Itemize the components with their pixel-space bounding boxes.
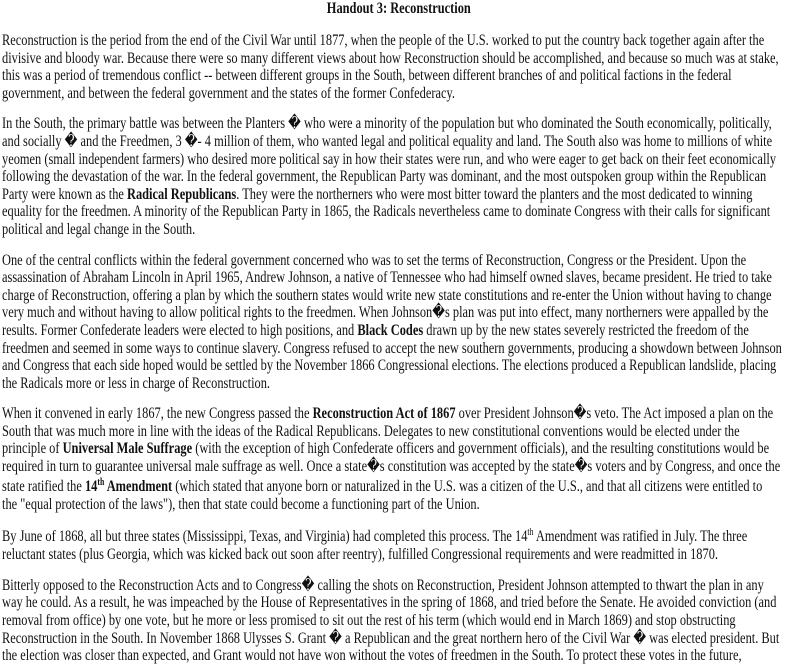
bold-term-text: Amendment [104,477,173,495]
text-line [2,287,793,305]
text-line [2,32,793,50]
text-segment: the "equal protection of the laws"), then that state could become a functioning part of the Union. [2,495,480,513]
text-line [2,375,793,393]
bold-term-text: Black Codes [357,321,424,339]
paragraph [2,252,793,393]
paragraph [2,405,793,513]
text-line [2,357,793,375]
text-line [2,269,793,287]
text-line [2,546,793,564]
text-segment: government, and between the federal government and the states of the former Confederacy. [2,84,455,102]
document-page [2,0,793,665]
text-segment: Reconstruction is the period from the end of the Civil War until 1877, when the people of the U.S. worked to put the country back together again after the [2,32,765,49]
text-line [2,526,793,546]
text-line [2,577,793,595]
bold-term-text: Radical Republicans [127,185,237,203]
text-line [2,85,793,103]
text-line [2,186,793,204]
text-segment: South that was much more in line with the ideas of the Radical Republicans. Delegates to new constitutional conventions would be elected under the [2,422,740,440]
text-segment: . They were the northerners who were most bitter toward the planters and the most dedicated to winning [236,185,753,203]
text-segment: (with the exception of high Confederate officers and government officials), and the resulting constitutions would be [192,440,770,458]
text-line [2,476,793,496]
text-line [2,647,793,665]
text-line [2,304,793,322]
bold-term [85,478,104,495]
text-line [2,67,793,85]
text-segment: removal from office) by one vote, but he more or less promised to sit out the rest of his term (which would end in March 1869) and stop obstructing [2,612,736,630]
text-line [2,203,793,221]
text-line [2,496,793,514]
text-line [2,115,793,133]
text-segment: drawn up by the new states severely restricted the freedom of the [423,321,749,339]
text-segment: When it convened in early 1867, the new Congress passed the [2,405,313,423]
text-line [2,612,793,630]
text-line [2,221,793,239]
text-line [2,423,793,441]
text-segment: following the devastation of the war. In the federal government, the Republican Party was dominant, and the most outspoken group within the Republican [2,168,767,186]
paragraph [2,577,793,665]
text-segment: Reconstruction in the South. In November 1868 Ulysses S. Grant � a Republican and the great northern hero of the Civil War � was elected president. But [2,629,780,647]
bold-term [357,322,423,339]
text-segment: equality for the freedmen. A minority of the Republican Party in 1865, the Radicals nevertheless came to dominate Congress with their calls for significant [2,203,771,221]
text-line [2,458,793,476]
text-segment: over President Johnson�s veto. The Act imposed a plan on the [455,405,774,423]
handout-title: Handout 3: Reconstruction [326,0,471,17]
text-line [2,405,793,423]
text-segment: way he could. As a result, he was impeached by the House of Representatives in the spring of 1868, and tried before the Senate. He avoided conviction (and [2,594,777,612]
text-segment: state ratified the [2,477,85,495]
text-segment: this was a period of tremendous conflict -- between different groups in the South, between different branches of and political factions in the federal [2,67,732,85]
text-segment: By June of 1868, all but three states (Mississippi, Texas, and Virginia) had completed this process. The 14 [2,528,528,546]
text-segment: required in turn to guarantee universal male suffrage as well. Once a state�s constitution was accepted by the state�s voters and by Congress, and once the [2,458,781,476]
superscript: th [527,527,534,539]
text-segment: and Congress that each side hoped would be settled by the November 1866 Congressional elections. The elections produced a Republican landslide, placing [2,357,777,375]
text-line [2,252,793,270]
superscript: th [97,476,105,488]
text-line [2,340,793,358]
text-segment: assassination of Abraham Lincoln in April 1965, Andrew Johnson, a native of Tennessee who had himself owned slaves, became president. He tried to take [2,269,772,287]
bold-term-text: 14 [84,477,98,495]
text-segment: In the South, the primary battle was between the Planters � who were a minority of the population but who dominated the South economically, politically, [2,115,772,133]
text-line [2,322,793,340]
text-line [2,168,793,186]
text-line [2,151,793,169]
bold-term-text: Reconstruction Act of 1867 [312,405,456,423]
text-segment: charge of Reconstruction, offering a plan by which the southern states would write new state constitutions and re-enter the Union without having to change [2,286,772,304]
text-segment: Bitterly opposed to the Reconstruction Acts and to Congress� calling the shots on Reconstruction, President Johnson attempted to thwart the plan in any [2,576,764,594]
bold-term [63,440,192,457]
bold-term [104,478,172,495]
text-line [2,630,793,648]
text-segment: Party were known as the [2,185,128,203]
text-segment: very much and without having to allow political rights to the freedmen. When Johnson�s plan was put into effect, many northerners were appalled by the [2,304,769,322]
bold-term [313,405,456,422]
text-segment: (which stated that anyone born or naturalized in the U.S. was a citizen of the U.S., and that all citizens were entitled to [172,477,763,495]
text-line [2,133,793,151]
text-segment: results. Former Confederate leaders were elected to high positions, and [2,321,358,339]
text-segment: One of the central conflicts within the federal government concerned who was to set the terms of Reconstruction, Congress or the President. Upon the [2,251,747,269]
text-segment: freedmen and seemed in some ways to continue slavery. Congress refused to accept the new southern governments, producing a showdown between Johnson [2,339,782,357]
paragraph [2,115,793,238]
text-segment: political and legal change in the South. [2,220,196,238]
text-segment: the Radicals more or less in charge of Reconstruction. [2,374,271,392]
bold-term [127,186,236,203]
paragraph [2,32,793,102]
text-segment: divisive and bloody war. Because there were so many different views about how Reconstruction should be accomplished, and because so much was at stake, [2,49,779,67]
text-segment: yeomen (small independent farmers) who desired more political say in how their states were run, and who were eager to get back on their feet economically [2,150,777,168]
text-line [2,440,793,458]
text-segment: and socially � and the Freedmen, 3 �- 4 million of them, who wanted legal and political equality and land. The South also was home to millions of white [2,132,773,150]
document-body [2,32,793,665]
text-segment: the election was closer than expected, and Grant would not have won without the votes of freedmen in the South. To protect these votes in the future, [2,647,742,665]
text-segment: Amendment was ratified in July. The three [533,528,748,546]
text-segment: reluctant states (plus Georgia, which was kicked back out soon after reentry), fulfilled Congressional requirements and were readmitted in 1870. [2,546,718,564]
text-segment: principle of [2,440,63,458]
paragraph [2,526,793,564]
bold-term-text: Universal Male Suffrage [62,440,193,458]
text-line [2,594,793,612]
text-line [2,50,793,68]
